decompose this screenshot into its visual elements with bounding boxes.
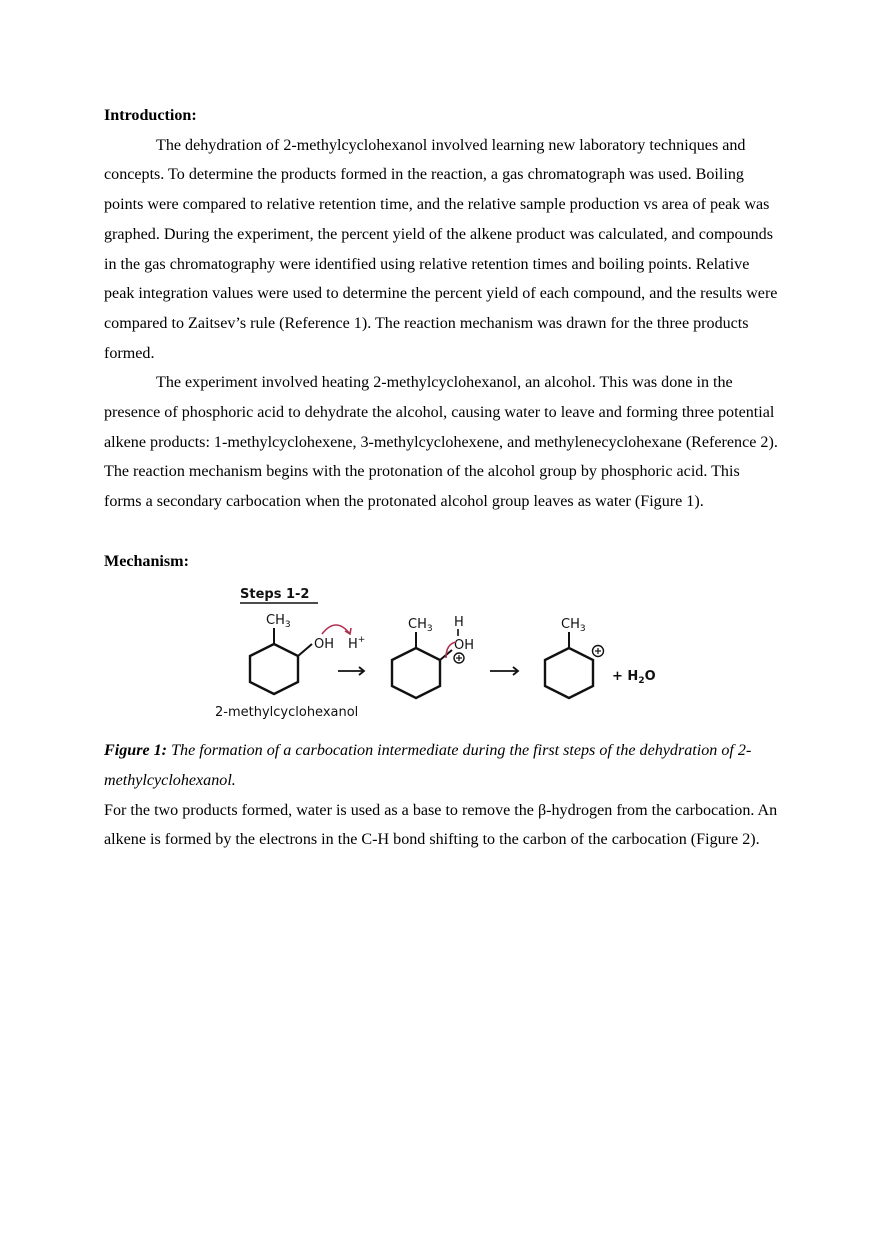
h-label-2: H — [454, 615, 464, 631]
protonated-molecule — [392, 615, 474, 698]
steps-label: Steps 1-2 — [240, 587, 310, 603]
figure-1-caption — [104, 736, 780, 795]
hplus-label: H+ — [348, 635, 366, 653]
hydroxyl-bond-1 — [298, 644, 312, 656]
reactant-name-label: 2-methylcyclohexanol — [215, 705, 359, 721]
ch3-label-1: $CH_3$ — [266, 613, 291, 631]
mechanism-figure — [104, 576, 780, 736]
document-body — [104, 101, 780, 855]
figure-1-caption-text: The formation of a carbocation intermediate during the first steps of the dehydration of 2-methylcyclohexanol. — [104, 742, 752, 789]
cyclohexane-ring-2 — [392, 648, 440, 698]
mechanism-heading: Mechanism: — [104, 552, 189, 570]
reactant-molecule — [215, 613, 365, 720]
section-gap — [104, 517, 780, 547]
introduction-paragraph-2: The experiment involved heating 2-methylcyclohexanol, an alcohol. This was done in the presence of phosphoric acid to dehydrate the alcohol, causing water to leave and forming three potential alkene products: 1-methylcyclohexene, 3-methylcyclohexene, and methylenecyclohexane (Reference 2). The reaction mechanism begins with the protonation of the alcohol group by phosphoric acid. This forms a secondary carbocation when the protonated alcohol group leaves as water (Figure 1). — [104, 374, 778, 511]
carbocation-molecule — [545, 617, 604, 698]
electron-arrow-1 — [322, 625, 350, 634]
mechanism-paragraph: For the two products formed, water is used as a base to remove the β-hydrogen from the carbocation. An alkene is formed by the electrons in the C-H bond shifting to the carbon of the carbocation (Figure 2). — [104, 801, 778, 849]
ch3-label-3: $CH_3$ — [561, 617, 586, 635]
oh-label-2: OH — [454, 638, 475, 654]
water-label: + $H_2O$ — [612, 669, 656, 687]
mechanism-diagram — [210, 576, 680, 736]
cyclohexane-ring-1 — [250, 644, 298, 694]
introduction-heading: Introduction: — [104, 107, 197, 124]
oh-label-1: OH — [314, 637, 335, 653]
figure-1-caption-label: Figure 1: — [104, 742, 168, 760]
cyclohexane-ring-3 — [545, 648, 593, 698]
introduction-paragraph-1: The dehydration of 2-methylcyclohexanol involved learning new laboratory techniques and concepts. To determine the products formed in the reaction, a gas chromatograph was used. Boiling points were compared to relative retention time, and the relative sample production vs area of peak was graphed. During the experiment, the percent yield of the alkene product was calculated, and compounds in the gas chromatography were identified using relative retention times and boiling points. Relative peak integration values were used to determine the percent yield of each compound, and the results were compared to Zaitsev’s rule (Reference 1). The reaction mechanism was drawn for the three products formed. — [104, 136, 778, 362]
ch3-label-2: $CH_3$ — [408, 617, 433, 635]
